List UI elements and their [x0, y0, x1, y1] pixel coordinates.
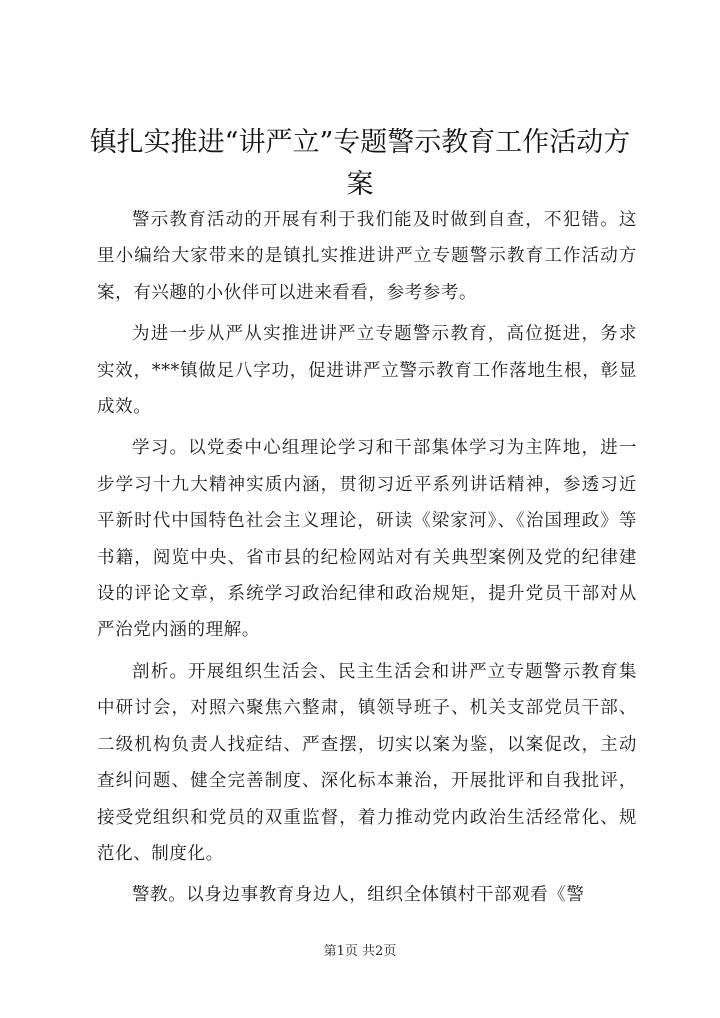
page-number-footer: 第1页 共2页 [323, 944, 397, 959]
paragraph-analysis: 剖析。开展组织生活会、民主生活会和讲严立专题警示教育集中研讨会，对照六聚焦六整肃，镇领导班子、机关支部党员干部、二级机构负责人找症结、严查摆，切实以案为鉴，以案促改，主动查纠问题、健全完善制度、深化标本兼治，开展批评和自我批评，接受党组织和党员的双重监督，着力推动党内政治生活经常化、规范化、制度化。 [97, 661, 637, 864]
paragraph-intro: 警示教育活动的开展有利于我们能及时做到自查，不犯错。这里小编给大家带来的是镇扎实推进讲严立专题警示教育工作活动方案，有兴趣的小伙伴可以进来看看，参考参考。 [97, 210, 637, 303]
document-title: 镇扎实推进“讲严立”专题警示教育工作活动方案 [89, 127, 631, 200]
document-body [97, 202, 637, 919]
paragraph-purpose: 为进一步从严从实推进讲严立专题警示教育，高位挺进，务求实效，***镇做足八字功，促进讲严立警示教育工作落地生根，彰显成效。 [97, 324, 637, 418]
paragraph-study: 学习。以党委中心组理论学习和干部集体学习为主阵地，进一步学习十九大精神实质内涵，贯彻习近平系列讲话精神，参透习近平新时代中国特色社会主义理论，研读《梁家河》、《治国理政》等书籍，阅览中央、省市县的纪检网站对有关典型案例及党的纪律建设的评论文章，系统学习政治纪律和政治规矩，提升党员干部对从严治党内涵的理解。 [97, 438, 637, 641]
paragraph-warning-education: 警教。以身边事教育身边人，组织全体镇村干部观看《警 [132, 885, 585, 906]
